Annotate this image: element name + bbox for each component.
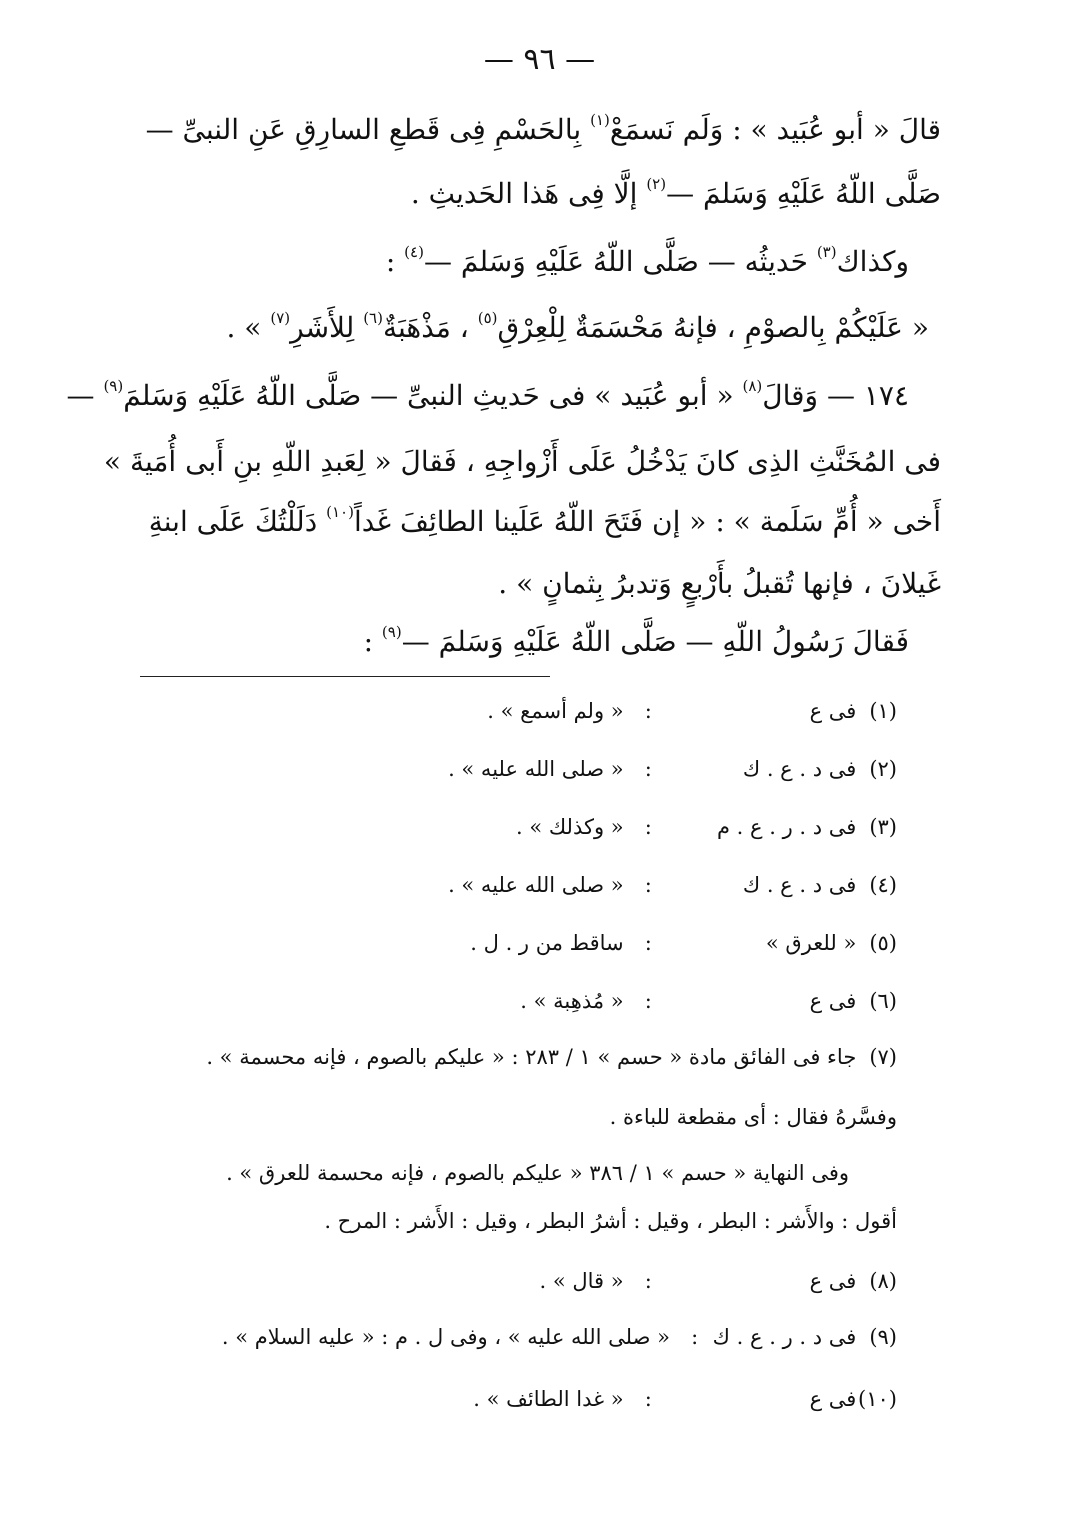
footnote-source: فى د . ع . ك xyxy=(742,757,857,781)
footnote-3: (٣) فى د . ر . ع . م: « وكذلك » . xyxy=(110,810,897,844)
text-line-8: غَيلانَ ، فإنها تُقبلُ بأَرْبعٍ وَتدبرُ بِثمانٍ » . xyxy=(498,567,941,600)
footnote-divider xyxy=(140,676,550,677)
footnote-number: (٦) xyxy=(869,989,897,1013)
footnote-number: (٣) xyxy=(869,815,897,839)
footnote-6: (٦) فى ع: « مُذهِبة » . xyxy=(110,984,897,1018)
page-number: — ٩٦ — xyxy=(483,42,596,77)
footnote-number: (١٠) xyxy=(858,1387,897,1411)
footnote-ref: (٥) xyxy=(477,309,498,327)
footnote-text: « ولم أسمع » . xyxy=(487,699,624,723)
footnote-ref: (١) xyxy=(590,111,610,129)
footnote-text: « قال » . xyxy=(539,1269,624,1293)
text-line-6: فى المُخَنَّثِ الذِى كانَ يَدْخُلُ عَلَى أَزْواجِهِ ، فَقالَ « لِعَبدِ اللّهِ بنِ أَبى أُمَيةَ » xyxy=(103,445,941,478)
footnote-7 xyxy=(110,1040,897,1074)
footnote-text: ساقط من ر . ل . xyxy=(470,931,624,955)
footnote-text: « مُذهِبة » . xyxy=(520,989,624,1013)
footnote-1: (١) فى ع: « ولم أسمع » . xyxy=(110,694,897,728)
text-segment: بِالحَسْمِ فِى قَطعِ السارِقِ عَنِ النبىِّ — xyxy=(145,113,582,146)
footnote-source: فى د . ر . ع . ك xyxy=(712,1325,857,1349)
footnote-source: فى د . ر . ع . م xyxy=(716,815,857,839)
footnote-ref: (٣) xyxy=(816,243,837,261)
footnote-source: فى ع xyxy=(809,1387,857,1411)
footnote-text: « غدا الطائف » . xyxy=(473,1387,624,1411)
footnote-source: « للعرق » xyxy=(765,931,857,955)
text-segment: صَلَّى اللّهُ عَلَيْهِ وَسَلمَ — xyxy=(666,177,941,210)
text-line-2 xyxy=(108,172,941,216)
text-segment: قالَ « أبو عُبَيد » : وَلَم نَسمَعْ xyxy=(609,113,941,146)
footnote-text: « صلى الله عليه » . xyxy=(448,873,624,897)
footnote-number: (٤) xyxy=(869,873,897,897)
text-segment: ١٧٤ — وَقالَ xyxy=(762,379,909,412)
footnote-10: (١٠) فى ع: « غدا الطائف » . xyxy=(110,1382,897,1416)
footnote-7-continued: وفسَّرهُ فقال : أى مقطعة للباءة . xyxy=(609,1105,897,1129)
footnote-ref: (٨) xyxy=(742,377,763,395)
footnote-ref: (٢) xyxy=(646,175,667,193)
footnote-7-continued: وفى النهاية « حسم » ١ / ٣٨٦ « عليكم بالصوم ، فإنه محسمة للعرق » . xyxy=(226,1161,849,1185)
footnote-ref: (٦) xyxy=(363,309,383,327)
footnote-number: (٧) xyxy=(869,1045,897,1069)
footnote-number: (٩) xyxy=(869,1325,897,1349)
text-line-3 xyxy=(108,240,909,284)
footnote-text: « صلى الله عليه » ، وفى ل . م : « عليه السلام » . xyxy=(221,1325,670,1349)
footnote-7-continued: أقول : والأَشر : البطر ، وقيل : أشرُ البطر ، وقيل : الأَشر : المرح . xyxy=(324,1209,897,1233)
footnote-ref: (٤) xyxy=(404,243,424,261)
text-line-1 xyxy=(108,108,941,152)
text-segment: : xyxy=(385,245,396,278)
footnote-source: فى ع xyxy=(809,1269,857,1293)
footnote-number: (٢) xyxy=(869,757,897,781)
text-segment: ، مَذْهَبَةٌ xyxy=(382,311,469,344)
footnote-ref: (٩) xyxy=(381,623,402,641)
footnote-text: « صلى الله عليه » . xyxy=(448,757,624,781)
text-segment: — xyxy=(66,379,95,412)
text-segment: دَلَلْتُكَ عَلَى ابنةِ xyxy=(148,505,318,538)
footnote-ref: (٧) xyxy=(270,309,291,327)
footnote-number: (٨) xyxy=(869,1269,897,1293)
footnote-source: فى ع xyxy=(809,699,857,723)
footnote-source: فى ع xyxy=(809,989,857,1013)
text-line-7 xyxy=(108,500,941,544)
footnote-4: (٤) فى د . ع . ك: « صلى الله عليه » . xyxy=(110,868,897,902)
footnote-5: (٥) « للعرق »: ساقط من ر . ل . xyxy=(110,926,897,960)
text-segment: إلَّا فِى هَذا الحَديثِ . xyxy=(410,177,638,210)
footnote-2: (٢) فى د . ع . ك: « صلى الله عليه » . xyxy=(110,752,897,786)
footnote-ref: (١٠) xyxy=(326,503,354,521)
footnote-8: (٨) فى ع: « قال » . xyxy=(110,1264,897,1298)
text-segment: » . xyxy=(226,311,262,344)
text-segment: لِلأَشَرِ xyxy=(290,311,355,344)
text-line-4 xyxy=(108,306,929,350)
text-line-9 xyxy=(108,620,909,664)
footnote-number: (٥) xyxy=(869,931,897,955)
footnote-text: جاء فى الفائق مادة « حسم » ١ / ٢٨٣ : « عليكم بالصوم ، فإنه محسمة » . xyxy=(206,1045,857,1069)
text-segment: « أبو عُبَيد » فى حَديثِ النبىِّ — صَلَّى اللّهُ عَلَيْهِ وَسَلمَ xyxy=(123,379,734,412)
footnote-text: « وكذلك » . xyxy=(515,815,624,839)
text-segment: « عَلَيْكُمْ بِالصوْمِ ، فإنهُ مَحْسَمَةٌ لِلْعِرْقِ xyxy=(497,311,929,344)
text-line-5 xyxy=(66,374,909,418)
text-segment: : xyxy=(363,625,373,658)
footnote-ref: (٩) xyxy=(103,377,124,395)
footnote-source: فى د . ع . ك xyxy=(742,873,857,897)
footnote-9: (٩) فى د . ر . ع . ك: « صلى الله عليه » ، وفى ل . م : « عليه السلام » . xyxy=(110,1320,897,1354)
text-segment: أَخى « أُمِّ سَلَمة » : « إن فَتَحَ اللّهُ عَلَينا الطائِفَ غَداً xyxy=(353,505,941,538)
footnote-number: (١) xyxy=(869,699,897,723)
text-segment: وكذاك xyxy=(836,245,909,278)
text-segment: حَديثُه — صَلَّى اللّهُ عَلَيْهِ وَسَلمَ — xyxy=(423,245,808,278)
text-segment: فَقالَ رَسُولُ اللّهِ — صَلَّى اللّهُ عَلَيْهِ وَسَلمَ — xyxy=(401,625,909,658)
